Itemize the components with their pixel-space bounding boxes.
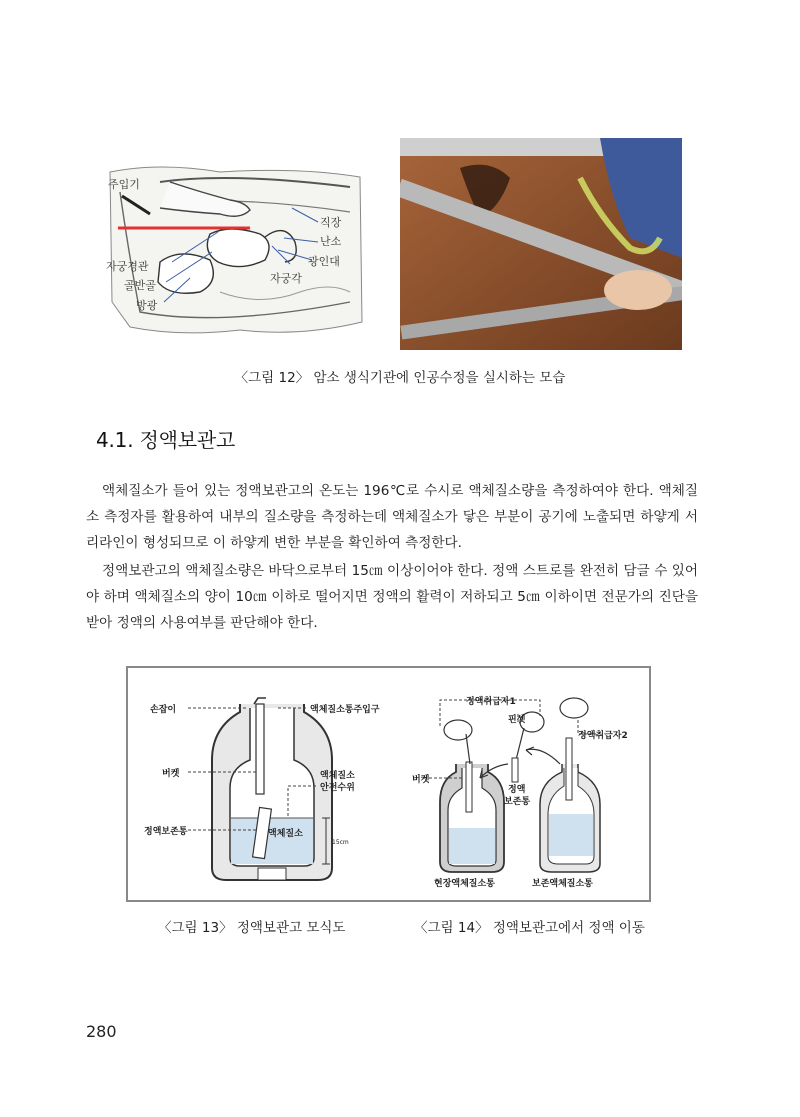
label-canister: 버켓 <box>162 769 180 779</box>
label-rectum: 직장 <box>320 216 342 229</box>
label-semen-tube-1: 정액 <box>508 785 526 795</box>
label-injector: 주입기 <box>108 178 140 191</box>
label-handle: 손잡이 <box>150 705 177 715</box>
label-liquid-nitrogen: 액체질소 <box>268 829 303 839</box>
label-field-tank: 현장액체질소통 <box>434 879 495 889</box>
label-broad-ligament: 광인대 <box>308 255 340 268</box>
label-bladder: 방광 <box>136 299 158 312</box>
label-storage: 정액보존통 <box>144 827 188 837</box>
storage-tank-diagram <box>144 698 380 880</box>
page-number: 280 <box>86 1022 117 1041</box>
transfer-diagram <box>412 695 628 889</box>
label-inlet: 액체질소통주입구 <box>310 705 380 715</box>
label-pelvis: 골반골 <box>124 279 156 292</box>
figure-12-caption: 〈그림 12〉 암소 생식기관에 인공수정을 실시하는 모습 <box>234 370 566 386</box>
figure-13-caption: 〈그림 13〉 정액보관고 모식도 <box>158 920 346 936</box>
label-canister-14: 버켓 <box>412 775 430 785</box>
section-heading: 4.1. 정액보관고 <box>96 428 236 452</box>
insemination-photo <box>400 138 682 350</box>
label-depth: 15cm <box>332 839 349 846</box>
anatomy-illustration <box>100 142 368 342</box>
label-handler2: 정액취급자2 <box>578 731 628 741</box>
label-semen-tube-2: 보존통 <box>504 797 531 807</box>
label-cervix: 자궁경관 <box>106 260 149 273</box>
label-handler1: 정액취급자1 <box>466 697 516 707</box>
tank-diagrams <box>128 668 649 900</box>
figure-13-14-box <box>126 666 651 902</box>
paragraph-2: 정액보관고의 액체질소량은 바닥으로부터 15㎝ 이상이어야 한다. 정액 스트로를 완전히 담글 수 있어야 하며 액체질소의 양이 10㎝ 이하로 떨어지면 정액의 활력이 저하되고 5㎝ 이하이면 전문가의 진단을 받아 정액의 사용여부를 판단해야 한다. <box>86 563 698 631</box>
label-tweezers: 핀셋 <box>508 715 526 725</box>
label-storage-tank: 보존액체질소통 <box>532 879 593 889</box>
label-ovary: 난소 <box>320 235 342 248</box>
label-safe-level-1: 액체질소 <box>320 771 355 781</box>
figure-14-caption: 〈그림 14〉 정액보관고에서 정액 이동 <box>414 920 645 936</box>
paragraph-1: 액체질소가 들어 있는 정액보관고의 온도는 196℃로 수시로 액체질소량을 측정하여야 한다. 액체질소 측정자를 활용하여 내부의 질소량을 측정하는데 액체질소가 닿은 부분이 공기에 노출되면 하얗게 서리라인이 형성되므로 이 하얗게 변한 부분을 확인하여 측정한다. <box>86 483 698 551</box>
label-uterine-horn: 자궁각 <box>270 272 302 285</box>
label-safe-level-2: 안전수위 <box>320 783 355 793</box>
